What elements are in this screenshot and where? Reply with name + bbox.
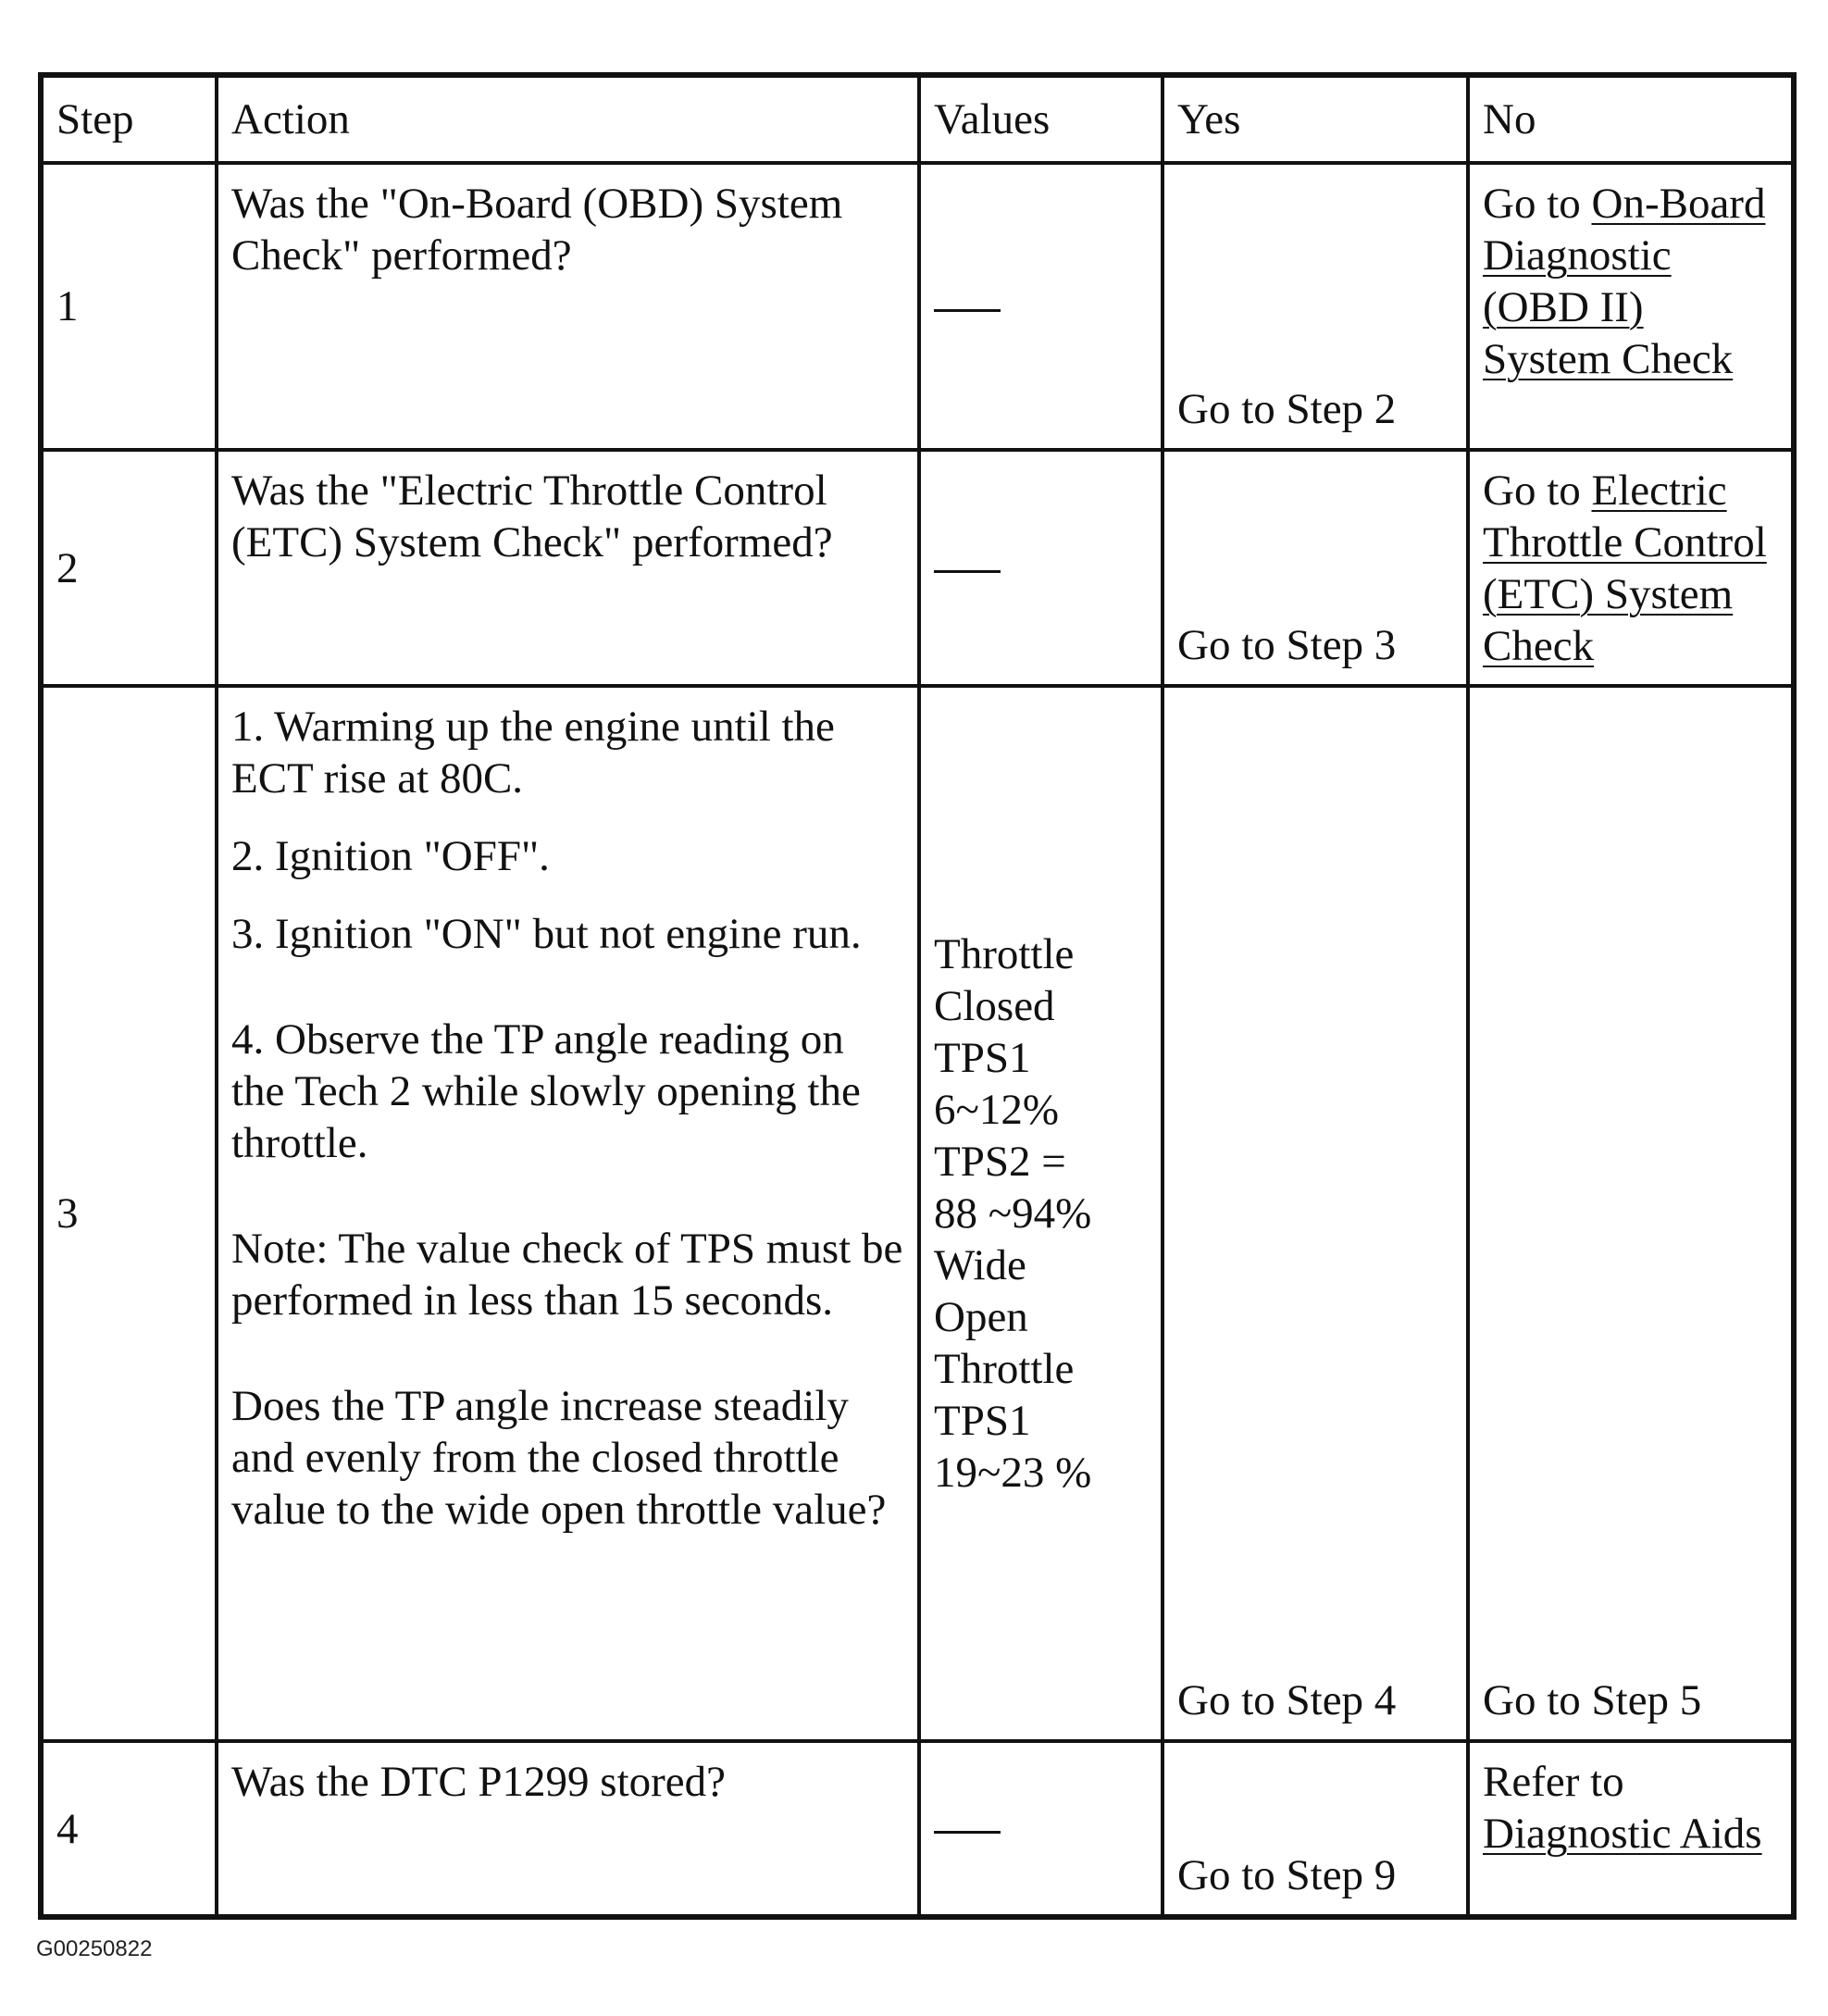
step-number: 3 [41, 686, 217, 1741]
etc-system-check-link[interactable]: Electric Throttle Control (ETC) System Check [1483, 467, 1767, 670]
action-cell [217, 1741, 919, 1917]
action-step-1: 1. Warming up the engine until the ECT rise at 80C. [231, 703, 835, 803]
values-cell [919, 450, 1163, 686]
value-line: TPS1 [934, 1034, 1031, 1082]
value-line: 19~23 % [934, 1449, 1092, 1497]
action-cell [217, 163, 919, 450]
action-step-2: 2. Ignition "OFF". [231, 832, 550, 880]
values-cell [919, 1741, 1163, 1917]
yes-cell: Go to Step 9 [1163, 1741, 1468, 1917]
empty-value-dash [934, 570, 1001, 573]
header-action: Action [217, 75, 919, 163]
table-row [41, 686, 1794, 1741]
diagnostic-table [38, 72, 1797, 1920]
header-row [41, 75, 1794, 163]
header-step: Step [41, 75, 217, 163]
table-row [41, 450, 1794, 686]
no-cell [1468, 163, 1794, 450]
tps-values-list [934, 928, 1148, 1499]
empty-value-dash [934, 309, 1001, 312]
no-cell: Go to Step 5 [1468, 686, 1794, 1741]
action-text: Was the "Electric Throttle Control (ETC) System Check" performed? [231, 467, 833, 566]
value-line: Throttle [934, 1345, 1075, 1393]
step-number: 4 [41, 1741, 217, 1917]
yes-cell: Go to Step 3 [1163, 450, 1468, 686]
table-row [41, 163, 1794, 450]
action-text: Was the "On-Board (OBD) System Check" performed? [231, 180, 843, 280]
yes-cell: Go to Step 2 [1163, 163, 1468, 450]
value-line: 6~12% [934, 1086, 1060, 1134]
empty-value-dash [934, 1831, 1001, 1834]
value-line: Closed [934, 982, 1055, 1030]
no-prefix: Go to [1483, 180, 1592, 228]
no-cell [1468, 1741, 1794, 1917]
action-step-4: 4. Observe the TP angle reading on the Tech 2 while slowly opening the throttle. [231, 1015, 861, 1167]
value-line: Throttle [934, 930, 1075, 978]
table-row [41, 1741, 1794, 1917]
values-cell [919, 686, 1163, 1741]
action-cell [217, 450, 919, 686]
step-number: 1 [41, 163, 217, 450]
no-prefix: Go to [1483, 467, 1592, 515]
no-cell [1468, 450, 1794, 686]
value-line: TPS2 = [934, 1138, 1066, 1186]
obd-system-check-link[interactable]: On-Board Diagnostic (OBD II) System Check [1483, 180, 1766, 383]
action-question: Does the TP angle increase steadily and evenly from the closed throttle value to the wide open throttle value? [231, 1382, 887, 1534]
diagnostic-aids-link[interactable]: Diagnostic Aids [1483, 1810, 1762, 1858]
value-line: Open [934, 1293, 1028, 1341]
values-cell [919, 163, 1163, 450]
action-step-3: 3. Ignition "ON" but not engine run. [231, 910, 862, 958]
action-note: Note: The value check of TPS must be performed in less than 15 seconds. [231, 1225, 903, 1325]
action-text: Was the DTC P1299 stored? [231, 1758, 727, 1806]
header-values: Values [919, 75, 1163, 163]
header-yes: Yes [1163, 75, 1468, 163]
value-line: 88 ~94% [934, 1189, 1092, 1238]
action-cell [217, 686, 919, 1741]
yes-cell: Go to Step 4 [1163, 686, 1468, 1741]
header-no: No [1468, 75, 1794, 163]
value-line: TPS1 [934, 1397, 1031, 1445]
no-prefix: Refer to [1483, 1758, 1624, 1806]
value-line: Wide [934, 1241, 1026, 1289]
figure-id-caption: G00250822 [36, 1936, 153, 1961]
step-number: 2 [41, 450, 217, 686]
